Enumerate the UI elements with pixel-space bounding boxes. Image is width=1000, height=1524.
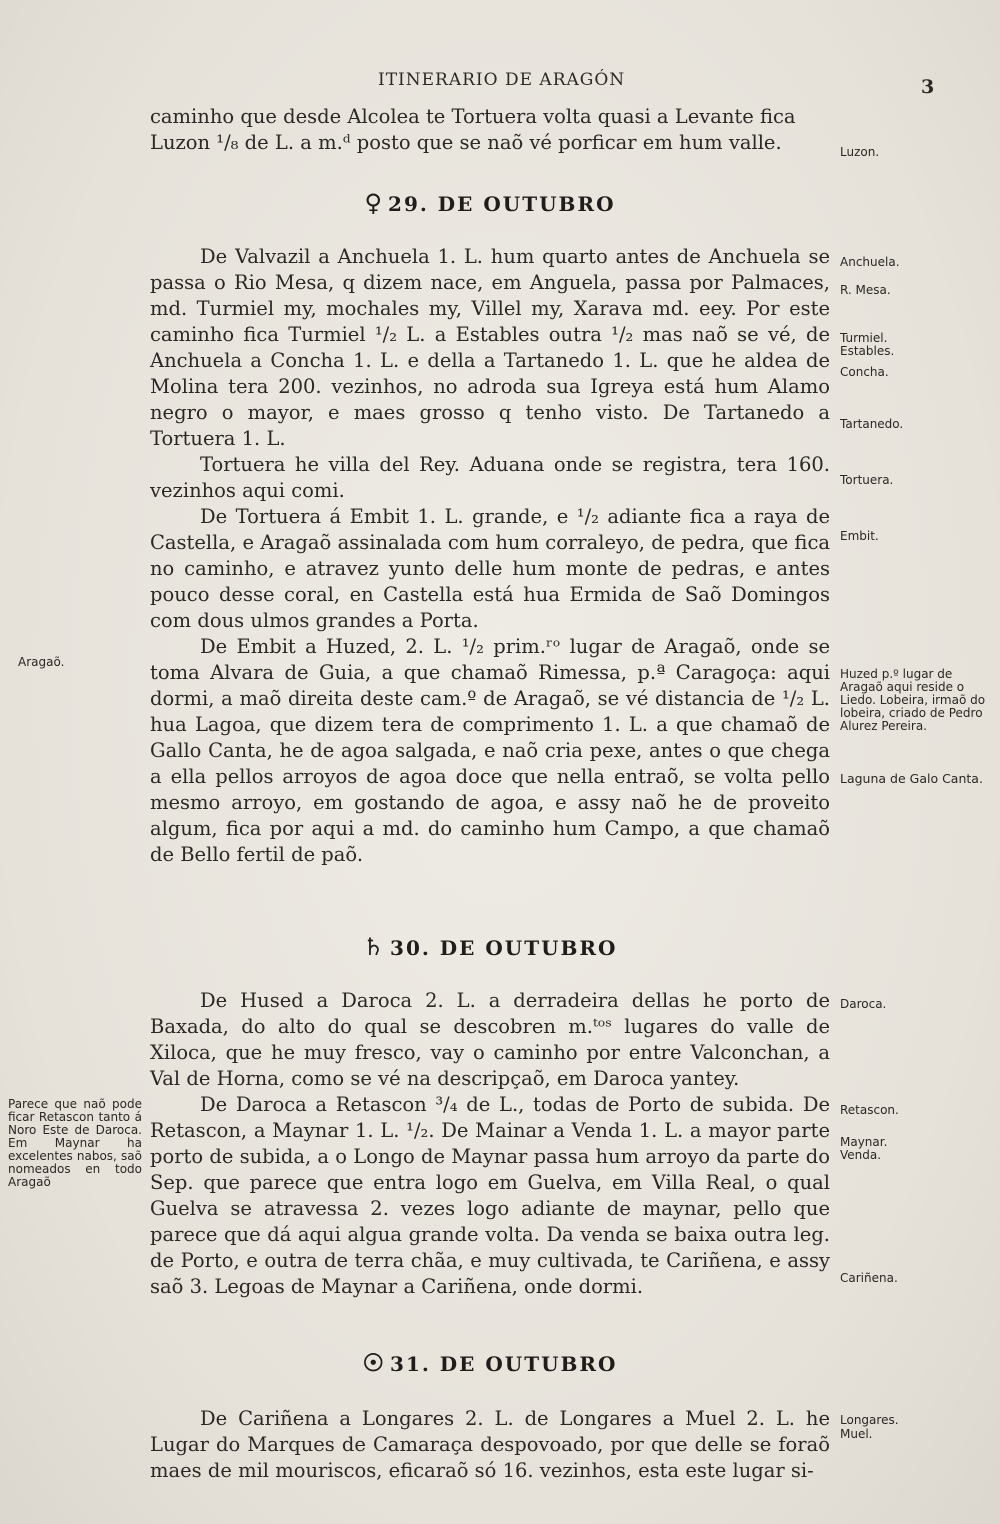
day-29-paragraph-2: Tortuera he villa del Rey. Aduana onde se registra, tera 160. vezinhos aqui comi.: [150, 453, 830, 502]
margin-note-tartanedo: Tartanedo.: [840, 417, 904, 431]
margin-note-longares: Longares.: [840, 1413, 899, 1427]
margin-note-retascon-remark: Parece que naõ pode ficar Retascon tanto á Noro Este de Daroca. Em Maynar ha excelentes nabos, saõ nomeados en todo Aragaõ: [8, 1097, 142, 1189]
day-29-heading: [150, 188, 830, 217]
margin-note-laguna: Laguna de Galo Canta.: [840, 771, 983, 786]
margin-note-embit: Embit.: [840, 529, 879, 543]
margin-note-maynar: Maynar.: [840, 1135, 888, 1149]
day-30-heading: [150, 932, 830, 961]
margin-note-anchuela: Anchuela.: [840, 255, 900, 269]
margin-note-muel: Muel.: [840, 1427, 873, 1441]
intro-line-2: Luzon ¹/₈ de L. a m.ᵈ posto que se naõ vé porficar em hum valle.: [150, 131, 782, 154]
page-number: 3: [921, 76, 935, 98]
margin-note-daroca: Daroca.: [840, 997, 887, 1011]
day-31-heading: [150, 1348, 830, 1377]
day-29-paragraph-3: De Tortuera á Embit 1. L. grande, e ¹/₂ adiante fica a raya de Castella, e Aragaõ assinalada com hum corraleyo, de pedra, que fica no caminho, e atravez yunto delle hum monte de pedras, e antes pouco desse coral, en Castella está hua Ermida de Saõ Domingos com dous ulmos grandes a Porta.: [150, 505, 830, 632]
running-title: ITINERARIO DE ARAGÓN: [378, 70, 626, 90]
margin-note-luzon: Luzon.: [840, 145, 880, 159]
margin-note-huzed: Huzed p.º lugar de Aragaõ aqui reside o Liedo. Lobeira, irmaõ do lobeira, criado de Pedro Alurez Pereira.: [840, 667, 986, 733]
margin-note-venda: Venda.: [840, 1148, 882, 1162]
day-30-body: [150, 988, 830, 1300]
day-29-paragraph-4: De Embit a Huzed, 2. L. ¹/₂ prim.ʳᵒ lugar de Aragaõ, onde se toma Alvara de Guia, a que chamaõ Rimessa, p.ª Caragoça: aqui dormi, a maõ direita deste cam.º de Aragaõ, se vé distancia de ¹/₂ L. hua Lagoa, que dizem tera de comprimento 1. L. a que chamaõ de Gallo Canta, he de agoa salgada, e naõ cria pexe, antes o que chega a ella pellos arroyos de agoa doce que nella entraõ, se volta pello mesmo arroyo, em gostando de agoa, e assy naõ he de proveito algum, fica por aqui a md. do caminho hum Campo, a que chamaõ de Bello fertil de paõ.: [150, 635, 830, 866]
day-29-body: [150, 244, 830, 868]
margin-note-r-mesa: R. Mesa.: [840, 283, 891, 297]
sun-symbol-icon: ☉: [362, 1348, 385, 1377]
day-31-body: [150, 1406, 830, 1484]
day-29-heading-text: 29. DE OUTUBRO: [388, 192, 616, 216]
intro-line-1: caminho que desde Alcolea te Tortuera volta quasi a Levante fica: [150, 105, 796, 128]
day-30-paragraph-1: De Hused a Daroca 2. L. a derradeira dellas he porto de Baxada, do alto do qual se descobren m.ᵗᵒˢ lugares do valle de Xiloca, que he muy fresco, vay o caminho por entre Valconchan, a Val de Horna, como se vé na descripçaõ, em Daroca yantey.: [150, 989, 830, 1090]
margin-note-estables: Estables.: [840, 344, 895, 358]
day-29-paragraph-1: De Valvazil a Anchuela 1. L. hum quarto antes de Anchuela se passa o Rio Mesa, q dizem nace, em Anguela, passa por Palmaces, md. Turmiel my, mochales my, Villel my, Xarava md. eey. Por este caminho fica Turmiel ¹/₂ L. a Estables outra ¹/₂ mas naõ se vé, de Anchuela a Concha 1. L. e della a Tartanedo 1. L. que he aldea de Molina tera 200. vezinhos, no adroda sua Igreya está hum Alamo negro o mayor, e maes grosso q tenho visto. De Tartanedo a Tortuera 1. L.: [150, 245, 830, 450]
day-30-paragraph-2: De Daroca a Retascon ³/₄ de L., todas de Porto de subida. De Retascon, a Maynar 1. L. ¹/₂. De Mainar a Venda 1. L. a mayor parte porto de subida, a o Longo de Maynar passa hum arroyo da parte do Sep. que parece que entra logo em Guelva, em Villa Real, o qual Guelva se atravessa 2. vezes logo adiante de maynar, pello que parece que dá aqui algua grande volta. Da venda se baixa outra leg. de Porto, e outra de terra chãa, e muy cultivada, te Cariñena, e assy saõ 3. Legoas de Maynar a Cariñena, onde dormi.: [150, 1093, 830, 1298]
margin-note-turmiel: Turmiel.: [840, 331, 888, 345]
margin-note-concha: Concha.: [840, 365, 889, 379]
margin-note-aragao: Aragaõ.: [18, 655, 65, 669]
margin-note-retascon: Retascon.: [840, 1103, 899, 1117]
margin-note-tortuera: Tortuera.: [840, 473, 894, 487]
intro-text: [150, 104, 830, 156]
margin-note-carinena: Cariñena.: [840, 1271, 898, 1285]
day-30-heading-text: 30. DE OUTUBRO: [390, 936, 618, 960]
day-31-heading-text: 31. DE OUTUBRO: [390, 1352, 618, 1376]
day-31-paragraph-1: De Cariñena a Longares 2. L. de Longares a Muel 2. L. he Lugar do Marques de Camaraça despovoado, por que delle se foraõ maes de mil mouriscos, eficaraõ só 16. vezinhos, esta este lugar si-: [150, 1407, 830, 1482]
saturn-symbol-icon: ♄: [362, 932, 385, 961]
venus-symbol-icon: ♀: [364, 188, 383, 217]
